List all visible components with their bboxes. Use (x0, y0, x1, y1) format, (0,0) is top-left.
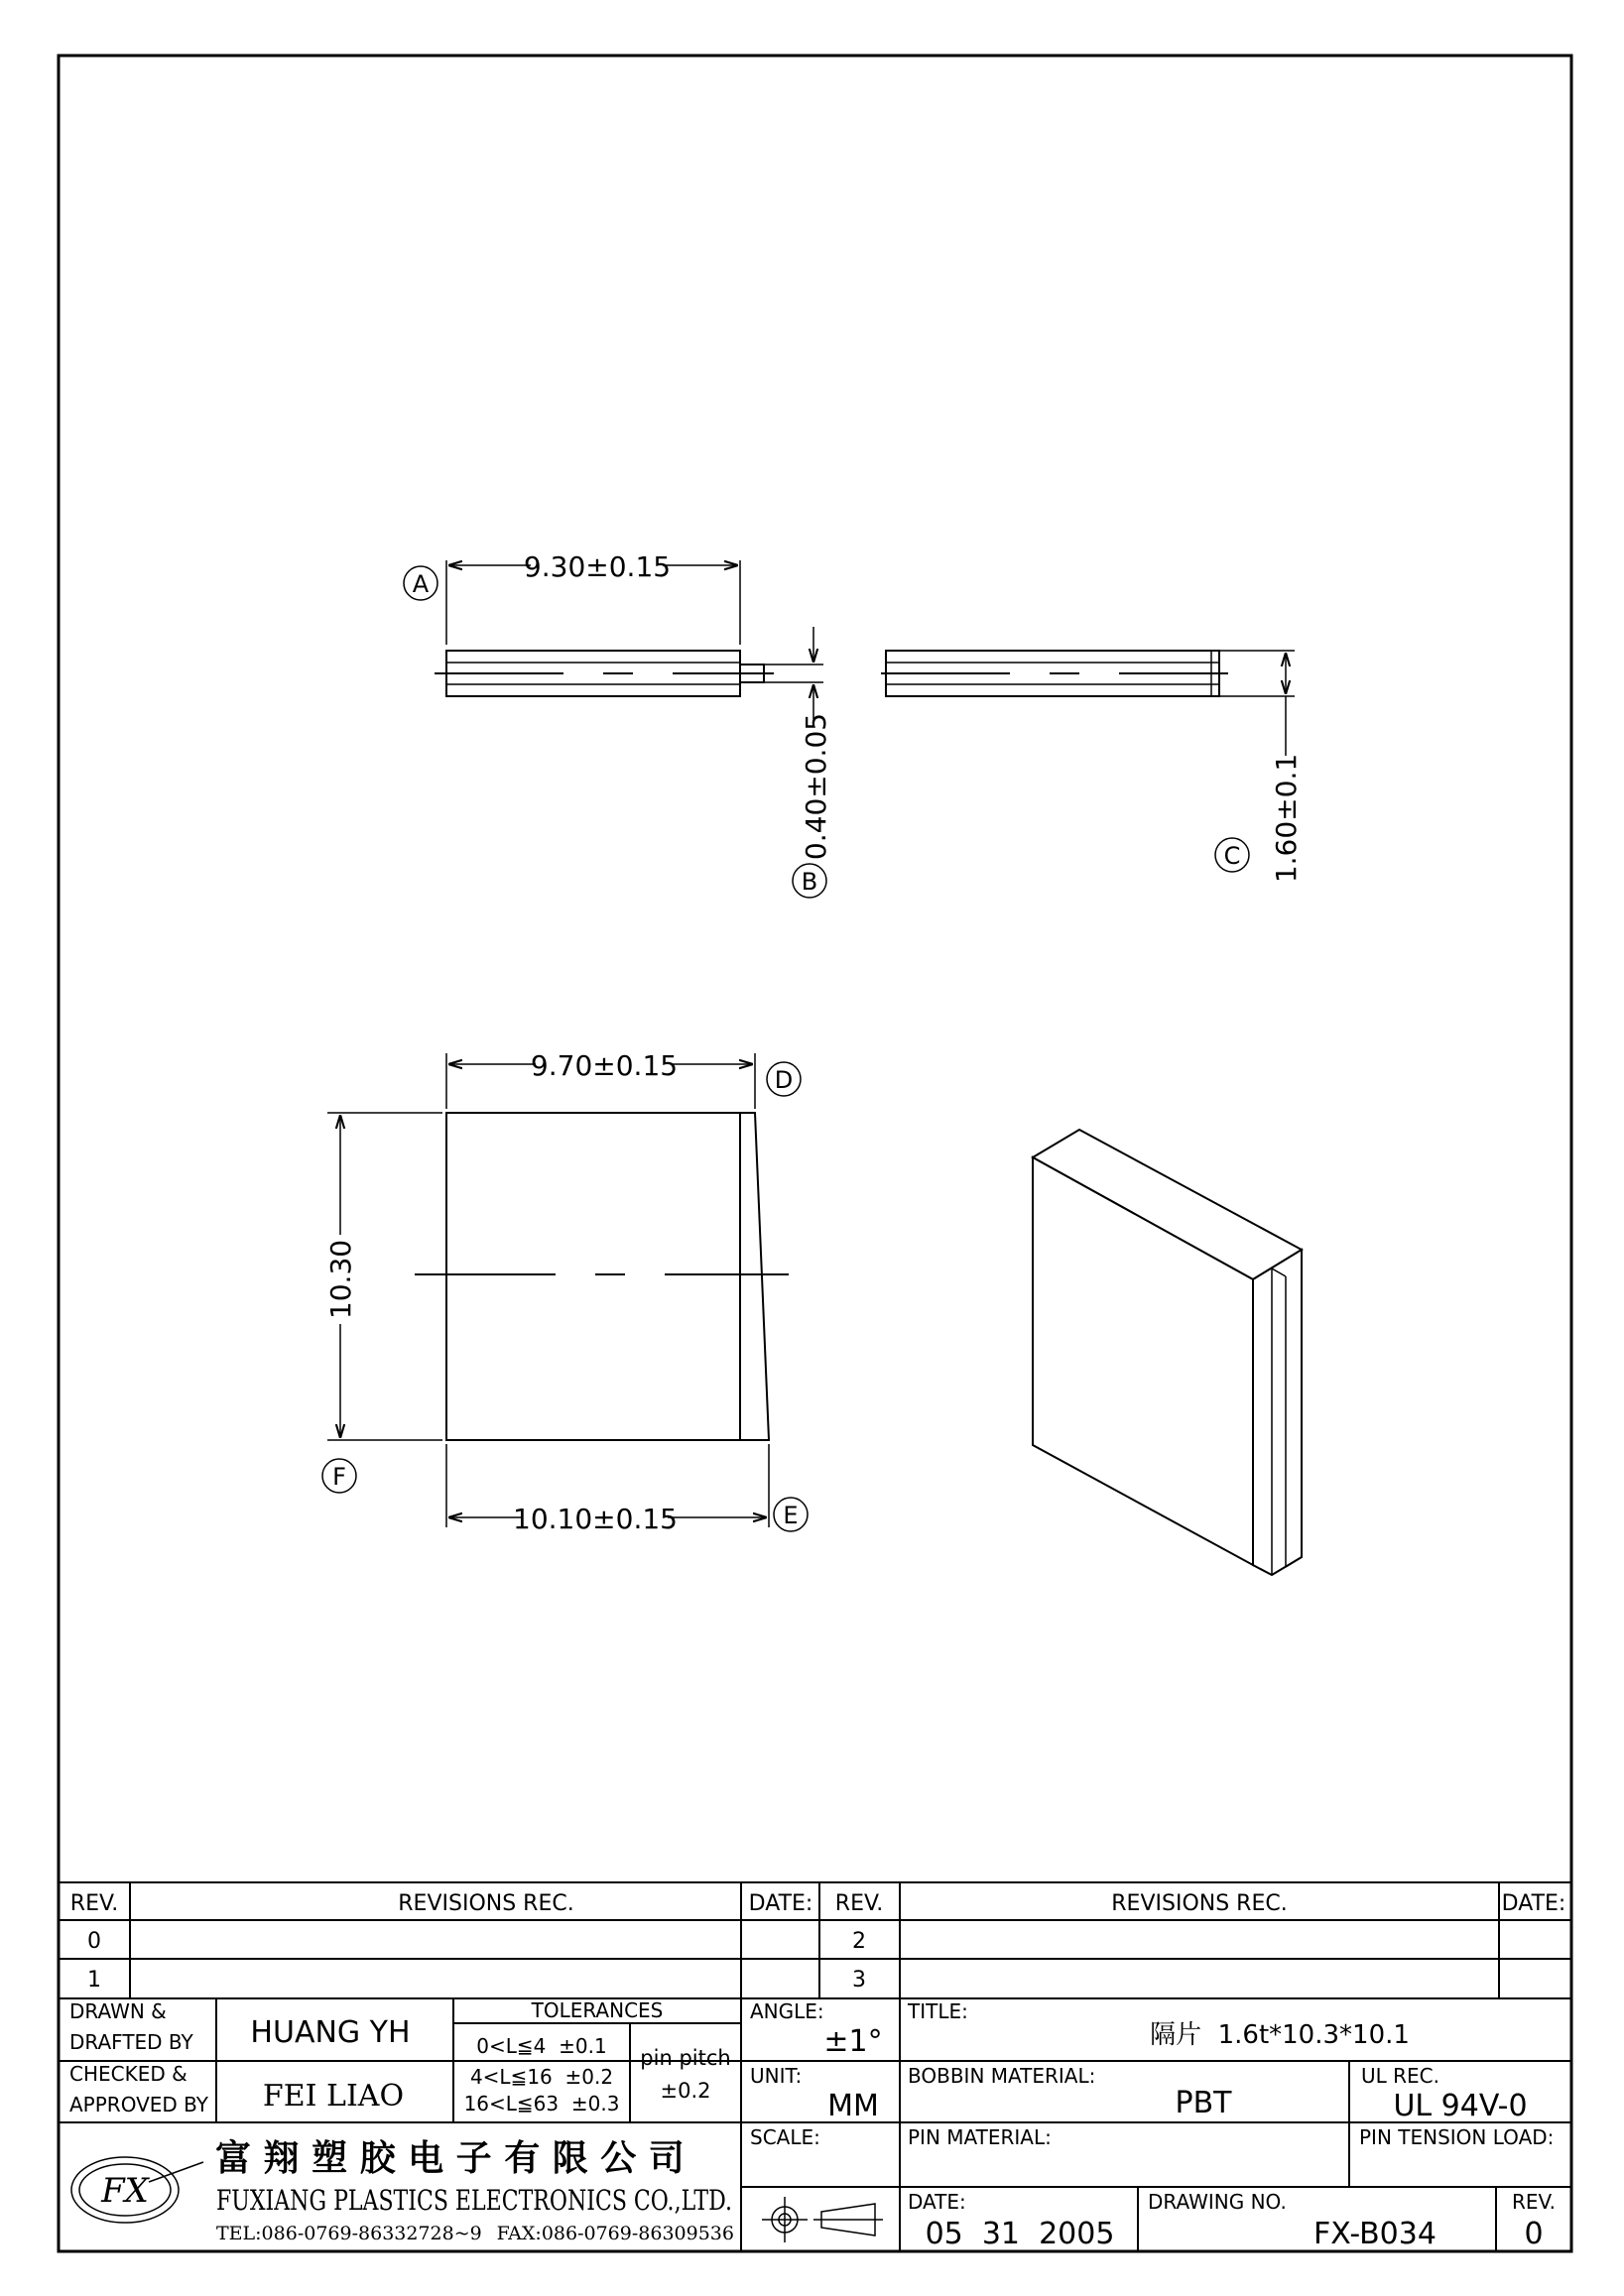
side-view-c (881, 651, 1303, 883)
pin-pitch-value: ±0.2 (660, 2079, 711, 2103)
ul-rec-label: UL REC. (1361, 2064, 1439, 2088)
projection-symbol (762, 2197, 883, 2242)
scale-label: SCALE: (750, 2125, 820, 2149)
rev-row-2: 2 (852, 1929, 866, 1954)
drawn-label-2: DRAFTED BY (69, 2030, 193, 2054)
date-label: DATE: (908, 2190, 966, 2214)
front-view-taper (740, 1113, 769, 1440)
rev-row-0: 0 (87, 1929, 101, 1954)
callout-e: E (783, 1502, 799, 1529)
title-value: 隔片 1.6t*10.3*10.1 (1150, 2020, 1410, 2050)
rec-header-right: REVISIONS REC. (1111, 1891, 1288, 1916)
ul-rec-value: UL 94V-0 (1393, 2089, 1528, 2123)
unit-label: UNIT: (750, 2064, 803, 2088)
date-header-right: DATE: (1501, 1891, 1566, 1916)
title-block (59, 1882, 1571, 2251)
date-header-left: DATE: (748, 1891, 813, 1916)
pin-tension-label: PIN TENSION LOAD: (1359, 2125, 1555, 2149)
callout-f: F (332, 1463, 346, 1491)
front-view (322, 1049, 808, 1535)
dim-e-value: 10.10±0.15 (513, 1503, 678, 1535)
drawing-no-value: FX-B034 (1313, 2217, 1437, 2251)
callout-a: A (412, 570, 430, 598)
rev-header-right: REV. (834, 1891, 884, 1916)
angle-value: ±1° (823, 2024, 883, 2059)
rev-row-3: 3 (852, 1968, 866, 1993)
side-view-a (404, 550, 832, 898)
callout-b: B (801, 868, 818, 896)
checked-value: FEI LIAO (262, 2079, 405, 2114)
rev-header-left: REV. (69, 1891, 119, 1916)
tolerances-header: TOLERANCES (531, 1998, 664, 2022)
rev-label: REV. (1512, 2190, 1556, 2214)
checked-label-1: CHECKED & (69, 2062, 187, 2086)
company-tel: TEL:086-0769-86332728~9 (216, 2223, 482, 2244)
checked-label-2: APPROVED BY (69, 2093, 209, 2116)
front-view-body (446, 1113, 740, 1440)
tol-2: 4<L≦16 ±0.2 (469, 2065, 614, 2089)
dim-d-value: 9.70±0.15 (530, 1049, 679, 1082)
unit-value: MM (827, 2089, 879, 2123)
dim-b-value: 0.40±0.05 (800, 712, 832, 861)
tol-3: 16<L≦63 ±0.3 (463, 2092, 620, 2115)
tol-1: 0<L≦4 ±0.1 (476, 2034, 607, 2058)
pin-material-label: PIN MATERIAL: (908, 2125, 1052, 2149)
pin-pitch-label: pin pitch (640, 2046, 731, 2070)
callout-d: D (774, 1066, 794, 1094)
rec-header-left: REVISIONS REC. (398, 1891, 574, 1916)
company-name-en: FUXIANG PLASTICS ELECTRONICS CO.,LTD. (216, 2184, 732, 2217)
dim-a-value: 9.30±0.15 (523, 550, 672, 583)
angle-label: ANGLE: (750, 1999, 824, 2023)
drawn-value: HUANG YH (250, 2015, 411, 2050)
date-value: 05 31 2005 (925, 2217, 1115, 2251)
dim-c-value: 1.60±0.1 (1270, 753, 1303, 884)
bobbin-material-label: BOBBIN MATERIAL: (908, 2064, 1096, 2088)
isometric-view (1033, 1130, 1302, 1575)
drawn-label-1: DRAWN & (69, 1999, 167, 2023)
rev-row-1: 1 (87, 1968, 101, 1993)
iso-right-face (1253, 1250, 1302, 1575)
drawing-no-label: DRAWING NO. (1148, 2190, 1287, 2214)
rev-value: 0 (1524, 2217, 1544, 2251)
dim-f-value: 10.30 (324, 1239, 357, 1320)
company-name-cn: 富 翔 塑 胶 电 子 有 限 公 司 (215, 2138, 685, 2179)
company-logo (71, 2157, 203, 2223)
company-fax: FAX:086-0769-86309536 (496, 2223, 734, 2244)
svg-text:FX: FX (101, 2171, 149, 2211)
bobbin-material-value: PBT (1175, 2086, 1232, 2120)
title-label: TITLE: (908, 1999, 968, 2023)
callout-c: C (1223, 842, 1241, 870)
sheet-border (59, 56, 1571, 2251)
